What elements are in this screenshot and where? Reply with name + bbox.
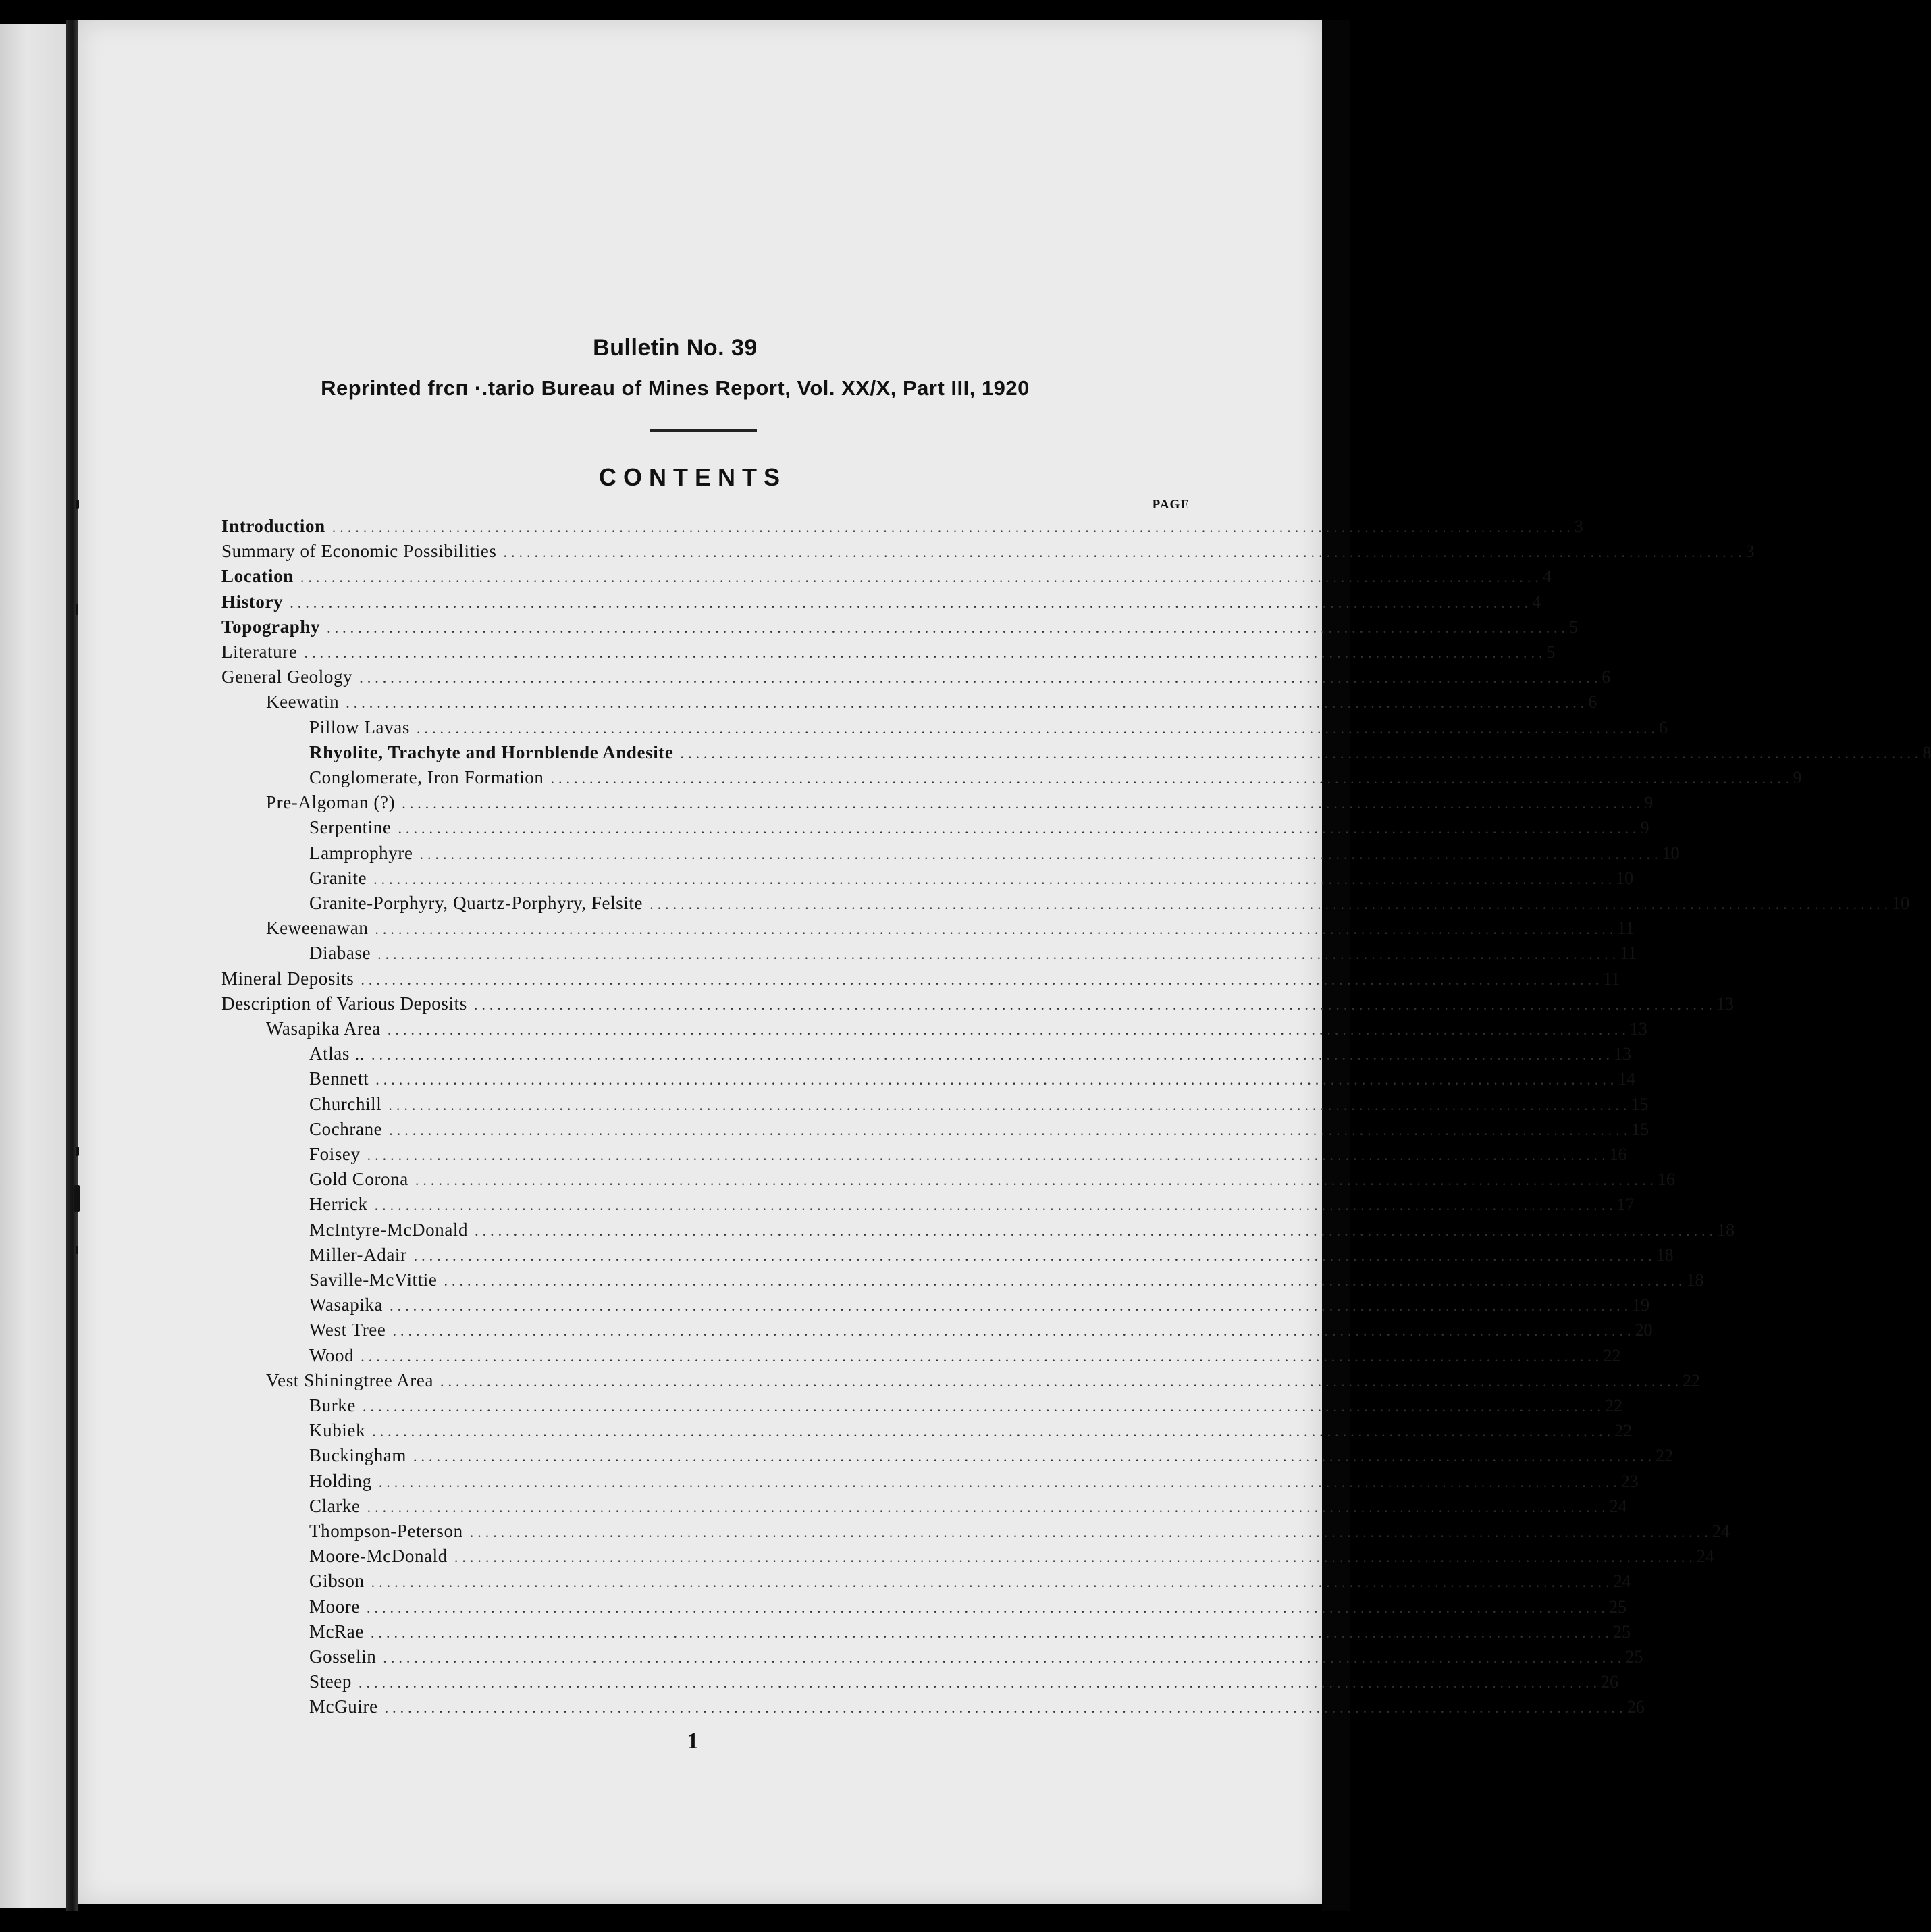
dot-leader: ................................................................................................................................................................ <box>475 1222 1718 1239</box>
dot-leader: ................................................................................................................................................................ <box>413 1247 1656 1264</box>
dot-leader: ................................................................................................................................................................ <box>503 544 1746 560</box>
toc-entry-label: Bennett <box>309 1068 369 1089</box>
toc-entry <box>309 1670 1618 1693</box>
toc-entry-label: Pillow Lavas <box>309 717 410 737</box>
toc-entry-page: 19 <box>1632 1295 1650 1315</box>
toc-entry <box>309 1469 1639 1492</box>
toc-entry <box>221 967 1620 990</box>
toc-entry-page: 3 <box>1745 542 1755 561</box>
toc-entry-label: Description of Various Deposits <box>221 993 467 1014</box>
toc-entry-page: 9 <box>1640 818 1649 837</box>
toc-entry-label: Mineral Deposits <box>221 968 354 989</box>
toc-entry-page: 11 <box>1620 943 1637 963</box>
toc-entry-label: Conglomerate, Iron Formation <box>309 767 544 787</box>
toc-entry-label: West Tree <box>309 1320 386 1340</box>
toc-entry <box>266 791 1654 814</box>
toc-entry-page: 25 <box>1612 1622 1631 1642</box>
toc-entry <box>266 690 1597 713</box>
toc-entry-page: 22 <box>1655 1446 1673 1465</box>
dot-leader: ................................................................................................................................................................ <box>392 1322 1635 1339</box>
toc-entry-page: 11 <box>1617 918 1635 938</box>
toc-entry-page: 24 <box>1613 1571 1631 1591</box>
toc-entry-page: 25 <box>1625 1647 1643 1667</box>
toc-entry <box>309 1193 1635 1216</box>
toc-entry-page: 22 <box>1603 1346 1621 1365</box>
dot-leader: ................................................................................................................................................................ <box>367 1498 1610 1515</box>
toc-entry-label: Churchill <box>309 1094 382 1114</box>
toc-entry <box>266 916 1635 939</box>
toc-entry-page: 6 <box>1588 692 1597 712</box>
toc-entry-label: Topography <box>221 617 321 637</box>
dot-leader: ................................................................................................................................................................ <box>416 720 1659 737</box>
toc-entry-label: Pre-Algoman (?) <box>266 792 396 812</box>
toc-entry <box>309 941 1637 964</box>
dot-leader: ................................................................................................................................................................ <box>440 1373 1683 1390</box>
toc-entry-page: 4 <box>1532 592 1541 612</box>
dot-leader: ................................................................................................................................................................ <box>444 1272 1687 1289</box>
toc-entry-label: Summary of Economic Possibilities <box>221 541 497 561</box>
toc-entry-label: Thompson-Peterson <box>309 1521 463 1541</box>
toc-entry-label: Steep <box>309 1671 352 1692</box>
scan-speck <box>74 1185 80 1212</box>
toc-entry-label: Serpentine <box>309 817 392 837</box>
dot-leader: ................................................................................................................................................................ <box>372 1423 1615 1440</box>
dot-leader: ................................................................................................................................................................ <box>359 1674 1601 1691</box>
toc-entry-label: Holding <box>309 1471 372 1491</box>
toc-entry <box>309 766 1802 789</box>
toc-entry-page: 5 <box>1546 642 1556 662</box>
dot-leader: ................................................................................................................................................................ <box>415 1172 1658 1189</box>
toc-entry <box>309 1143 1627 1166</box>
dot-leader: ................................................................................................................................................................ <box>290 594 1533 611</box>
toc-entry-page: 18 <box>1686 1270 1704 1290</box>
toc-entry-page: 10 <box>1892 893 1910 913</box>
toc-entry <box>309 1695 1645 1718</box>
toc-entry <box>221 540 1755 563</box>
toc-entry-label: General Geology <box>221 667 353 687</box>
toc-entry-page: 4 <box>1542 567 1552 586</box>
book-gutter <box>66 20 78 1911</box>
toc-entry <box>309 1569 1631 1592</box>
dot-leader: ................................................................................................................................................................ <box>370 1624 1613 1641</box>
dot-leader: ................................................................................................................................................................ <box>300 569 1543 585</box>
toc-entry-label: Granite <box>309 868 367 888</box>
dot-leader: ................................................................................................................................................................ <box>304 644 1547 661</box>
toc-entry-page: 6 <box>1658 718 1668 737</box>
dot-leader: ................................................................................................................................................................ <box>398 820 1641 837</box>
toc-entry-page: 22 <box>1604 1396 1622 1415</box>
scan-speck <box>76 1246 78 1254</box>
toc-entry <box>309 1168 1675 1191</box>
dot-leader: ................................................................................................................................................................ <box>371 1573 1614 1590</box>
toc-entry-label: Moore <box>309 1596 360 1617</box>
toc-entry-label: Introduction <box>221 516 325 536</box>
toc-entry <box>309 1218 1735 1241</box>
dot-leader: ................................................................................................................................................................ <box>361 971 1604 988</box>
toc-entry-label: Gibson <box>309 1571 365 1591</box>
toc-entry-label: Moore-McDonald <box>309 1546 448 1566</box>
toc-entry-label: Herrick <box>309 1194 368 1214</box>
toc-entry-label: Granite-Porphyry, Quartz-Porphyry, Felsite <box>309 893 643 913</box>
toc-entry-page: 26 <box>1601 1672 1618 1692</box>
dot-leader: ................................................................................................................................................................ <box>650 895 1893 912</box>
toc-entry-label: Foisey <box>309 1144 361 1164</box>
toc-entry <box>221 590 1541 613</box>
dot-leader: ................................................................................................................................................................ <box>361 1348 1604 1365</box>
toc-entry <box>266 1017 1647 1040</box>
toc-entry-page: 11 <box>1603 969 1620 989</box>
toc-entry <box>309 1394 1622 1417</box>
toc-entry <box>221 565 1552 588</box>
toc-entry-label: Clarke <box>309 1496 361 1516</box>
toc-entry-page: 24 <box>1696 1546 1714 1566</box>
toc-entry-label: Kubiek <box>309 1420 366 1440</box>
dot-leader: ................................................................................................................................................................ <box>371 1046 1614 1063</box>
toc-entry-page: 25 <box>1608 1597 1626 1617</box>
toc-entry-page: 15 <box>1631 1095 1649 1114</box>
toc-entry <box>221 615 1579 638</box>
dot-leader: ................................................................................................................................................................ <box>387 1021 1630 1038</box>
toc-entry <box>221 515 1583 538</box>
dot-leader: ................................................................................................................................................................ <box>402 795 1645 812</box>
toc-entry-page: 22 <box>1614 1421 1633 1440</box>
dot-leader: ................................................................................................................................................................ <box>378 1473 1621 1490</box>
toc-entry <box>309 1444 1673 1467</box>
toc-entry <box>309 841 1680 864</box>
toc-entry-page: 24 <box>1712 1521 1730 1541</box>
toc-entry <box>309 1243 1674 1266</box>
dot-leader: ................................................................................................................................................................ <box>390 1297 1633 1314</box>
toc-entry-page: 24 <box>1609 1496 1627 1516</box>
toc-entry-label: Atlas .. <box>309 1043 365 1064</box>
toc-entry-label: Wasapika Area <box>266 1018 381 1039</box>
dot-leader: ................................................................................................................................................................ <box>388 1097 1631 1114</box>
toc-entry-label: Saville-McVittie <box>309 1270 438 1290</box>
dot-leader: ................................................................................................................................................................ <box>327 619 1570 636</box>
toc-entry-label: Buckingham <box>309 1445 406 1465</box>
toc-entry <box>221 665 1611 688</box>
toc-entry-label: McIntyre-McDonald <box>309 1220 469 1240</box>
toc-entry-page: 13 <box>1716 994 1734 1014</box>
dot-leader: ................................................................................................................................................................ <box>375 920 1618 937</box>
toc-entry-page: 10 <box>1662 843 1680 863</box>
toc-entry <box>309 741 1931 764</box>
toc-entry <box>309 716 1668 739</box>
dot-leader: ................................................................................................................................................................ <box>373 870 1616 887</box>
dot-leader: ................................................................................................................................................................ <box>384 1699 1627 1716</box>
toc-entry <box>309 1344 1621 1367</box>
toc-entry-label: Literature <box>221 642 298 662</box>
toc-entry-page: 14 <box>1618 1069 1636 1089</box>
toc-entry <box>309 1595 1626 1618</box>
toc-entry-page: 9 <box>1644 793 1654 812</box>
dot-leader: ................................................................................................................................................................ <box>413 1448 1656 1465</box>
toc-entry-label: Cochrane <box>309 1119 383 1139</box>
toc-entry-page: 22 <box>1683 1371 1701 1390</box>
toc-entry <box>309 1118 1649 1141</box>
title-rule <box>650 429 757 432</box>
toc-entry-label: Rhyolite, Trachyte and Hornblende Andesite <box>309 742 674 762</box>
facing-page-edge <box>0 24 66 1908</box>
toc-entry-label: Gold Corona <box>309 1169 408 1189</box>
toc-entry <box>309 1067 1636 1090</box>
scan-speck <box>76 1147 79 1156</box>
toc-entry <box>309 1645 1643 1668</box>
dot-leader: ................................................................................................................................................................ <box>550 770 1793 787</box>
toc-entry-page: 16 <box>1657 1170 1675 1189</box>
dot-leader: ................................................................................................................................................................ <box>680 745 1923 762</box>
toc-entry-label: Wood <box>309 1345 354 1365</box>
toc-entry <box>309 1419 1633 1442</box>
toc-entry <box>309 891 1910 914</box>
toc-entry <box>309 1544 1714 1567</box>
dot-leader: ................................................................................................................................................................ <box>359 669 1602 686</box>
contents-heading: CONTENTS <box>599 463 787 491</box>
toc-entry-label: Keewatin <box>266 691 340 712</box>
toc-entry <box>309 1268 1704 1291</box>
toc-entry-page: 18 <box>1717 1220 1735 1240</box>
toc-entry-label: Lamprophyre <box>309 843 413 863</box>
bulletin-title: Bulletin No. 39 <box>593 335 758 361</box>
scan-speck <box>76 500 79 509</box>
toc-entry <box>309 1519 1730 1542</box>
toc-entry <box>221 640 1556 663</box>
toc-entry <box>309 816 1649 839</box>
toc-entry-page: 15 <box>1631 1120 1649 1139</box>
toc-entry-label: Burke <box>309 1395 356 1415</box>
toc-entry-page: 16 <box>1609 1145 1627 1164</box>
dot-leader: ................................................................................................................................................................ <box>419 845 1662 862</box>
toc-entry-label: McRae <box>309 1621 364 1642</box>
toc-entry <box>309 1042 1632 1065</box>
dot-leader: ................................................................................................................................................................ <box>367 1147 1610 1164</box>
toc-entry-page: 8 <box>1922 743 1931 762</box>
toc-entry-label: Gosselin <box>309 1646 377 1667</box>
toc-entry-label: Miller-Adair <box>309 1245 407 1265</box>
dot-leader: ................................................................................................................................................................ <box>346 694 1589 711</box>
dot-leader: ................................................................................................................................................................ <box>469 1523 1712 1540</box>
toc-entry <box>309 1293 1650 1316</box>
toc-entry-page: 9 <box>1793 768 1802 787</box>
toc-entry <box>309 1318 1653 1341</box>
toc-entry-label: Location <box>221 566 294 586</box>
toc-entry <box>309 1093 1649 1116</box>
toc-entry-page: 6 <box>1602 667 1611 687</box>
toc-entry-page: 23 <box>1620 1471 1639 1491</box>
toc-entry-page: 26 <box>1626 1697 1645 1717</box>
toc-entry-label: Keweenawan <box>266 918 369 938</box>
toc-entry-page: 3 <box>1574 517 1583 536</box>
toc-entry-label: Vest Shiningtree Area <box>266 1370 434 1390</box>
toc-entry-label: Wasapika <box>309 1295 383 1315</box>
toc-entry <box>309 866 1634 889</box>
page-number: 1 <box>687 1729 699 1754</box>
toc-entry <box>309 1494 1627 1517</box>
toc-entry <box>309 1620 1631 1643</box>
scan-speck <box>76 604 78 615</box>
dot-leader: ................................................................................................................................................................ <box>374 1197 1617 1213</box>
dot-leader: ................................................................................................................................................................ <box>366 1599 1609 1616</box>
toc-entry-page: 18 <box>1656 1245 1674 1265</box>
dot-leader: ................................................................................................................................................................ <box>473 996 1716 1013</box>
dot-leader: ................................................................................................................................................................ <box>454 1548 1697 1565</box>
toc-entry-page: 17 <box>1616 1195 1635 1214</box>
dot-leader: ................................................................................................................................................................ <box>375 1071 1618 1088</box>
reprint-note: Reprinted frсп ·.tario Bureau of Mines Report, Vol. XX/X, Part III, 1920 <box>321 376 1030 400</box>
toc-entry-page: 5 <box>1569 617 1579 637</box>
toc-entry <box>266 1369 1701 1392</box>
dot-leader: ................................................................................................................................................................ <box>389 1122 1632 1139</box>
dot-leader: ................................................................................................................................................................ <box>377 945 1620 962</box>
toc-entry-page: 10 <box>1616 868 1634 888</box>
dot-leader: ................................................................................................................................................................ <box>362 1398 1605 1415</box>
toc-entry-page: 13 <box>1629 1019 1647 1039</box>
toc-entry-page: 13 <box>1614 1044 1632 1064</box>
toc-entry-label: McGuire <box>309 1696 378 1717</box>
toc-entry <box>221 992 1734 1015</box>
dot-leader: ................................................................................................................................................................ <box>383 1649 1626 1666</box>
toc-entry-page: 20 <box>1635 1320 1653 1340</box>
dot-leader: ................................................................................................................................................................ <box>332 519 1575 536</box>
page-column-label: PAGE <box>1152 498 1190 512</box>
toc-entry-label: History <box>221 592 284 612</box>
toc-entry-label: Diabase <box>309 943 371 963</box>
